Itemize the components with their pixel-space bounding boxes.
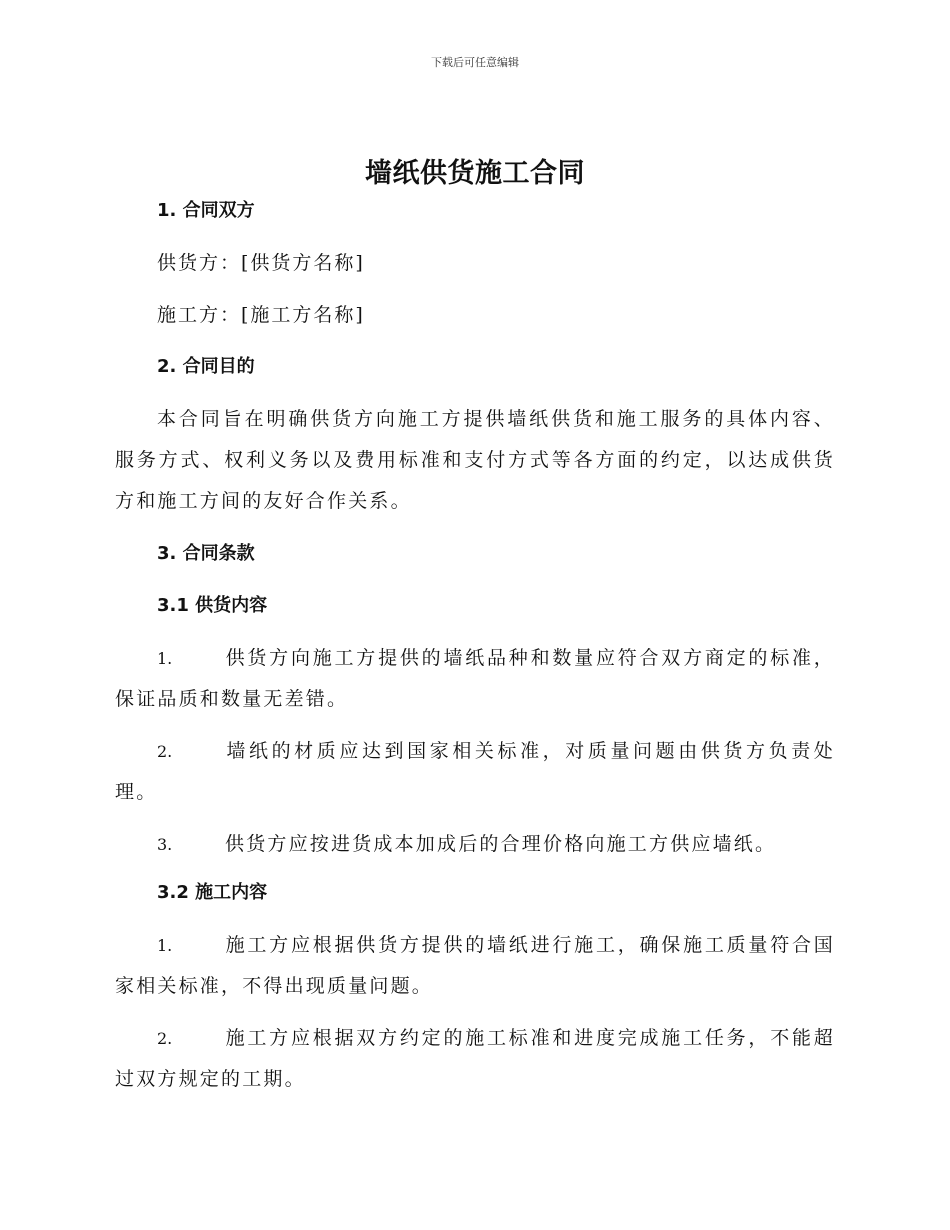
list-number: 1. <box>157 649 173 668</box>
list-item <box>115 1018 835 1100</box>
list-number: 3. <box>157 835 173 854</box>
list-number: 2. <box>157 1029 173 1048</box>
document-title: 墙纸供货施工合同 <box>365 158 585 189</box>
supplier-line: 供货方：[供货方名称] <box>157 252 365 274</box>
list-text: 施工方应根据双方约定的施工标准和进度完成施工任务，不能超过双方规定的工期。 <box>115 1027 835 1090</box>
list-number: 2. <box>157 742 173 761</box>
list-number: 1. <box>157 936 173 955</box>
list-item <box>115 638 835 720</box>
section-heading-purpose: 2. 合同目的 <box>157 356 255 377</box>
document-body <box>115 196 835 1100</box>
list-item <box>115 824 835 865</box>
subsection-heading-construction: 3.2 施工内容 <box>157 882 268 903</box>
header-note: 下载后可任意编辑 <box>431 56 519 69</box>
list-item <box>115 925 835 1007</box>
list-text: 墙纸的材质应达到国家相关标准，对质量问题由供货方负责处理。 <box>115 740 835 803</box>
list-text: 供货方应按进货成本加成后的合理价格向施工方供应墙纸。 <box>225 833 777 855</box>
section-heading-parties: 1. 合同双方 <box>157 200 255 221</box>
list-text: 施工方应根据供货方提供的墙纸进行施工，确保施工质量符合国家相关标准，不得出现质量问题。 <box>115 934 835 997</box>
contractor-line: 施工方：[施工方名称] <box>157 304 365 326</box>
subsection-heading-supply: 3.1 供货内容 <box>157 595 268 616</box>
list-text: 供货方向施工方提供的墙纸品种和数量应符合双方商定的标准，保证品质和数量无差错。 <box>115 647 835 710</box>
section-heading-terms: 3. 合同条款 <box>157 543 255 564</box>
purpose-paragraph: 本合同旨在明确供货方向施工方提供墙纸供货和施工服务的具体内容、服务方式、权利义务以及费用标准和支付方式等各方面的约定，以达成供货方和施工方间的友好合作关系。 <box>115 408 835 512</box>
list-item <box>115 731 835 813</box>
